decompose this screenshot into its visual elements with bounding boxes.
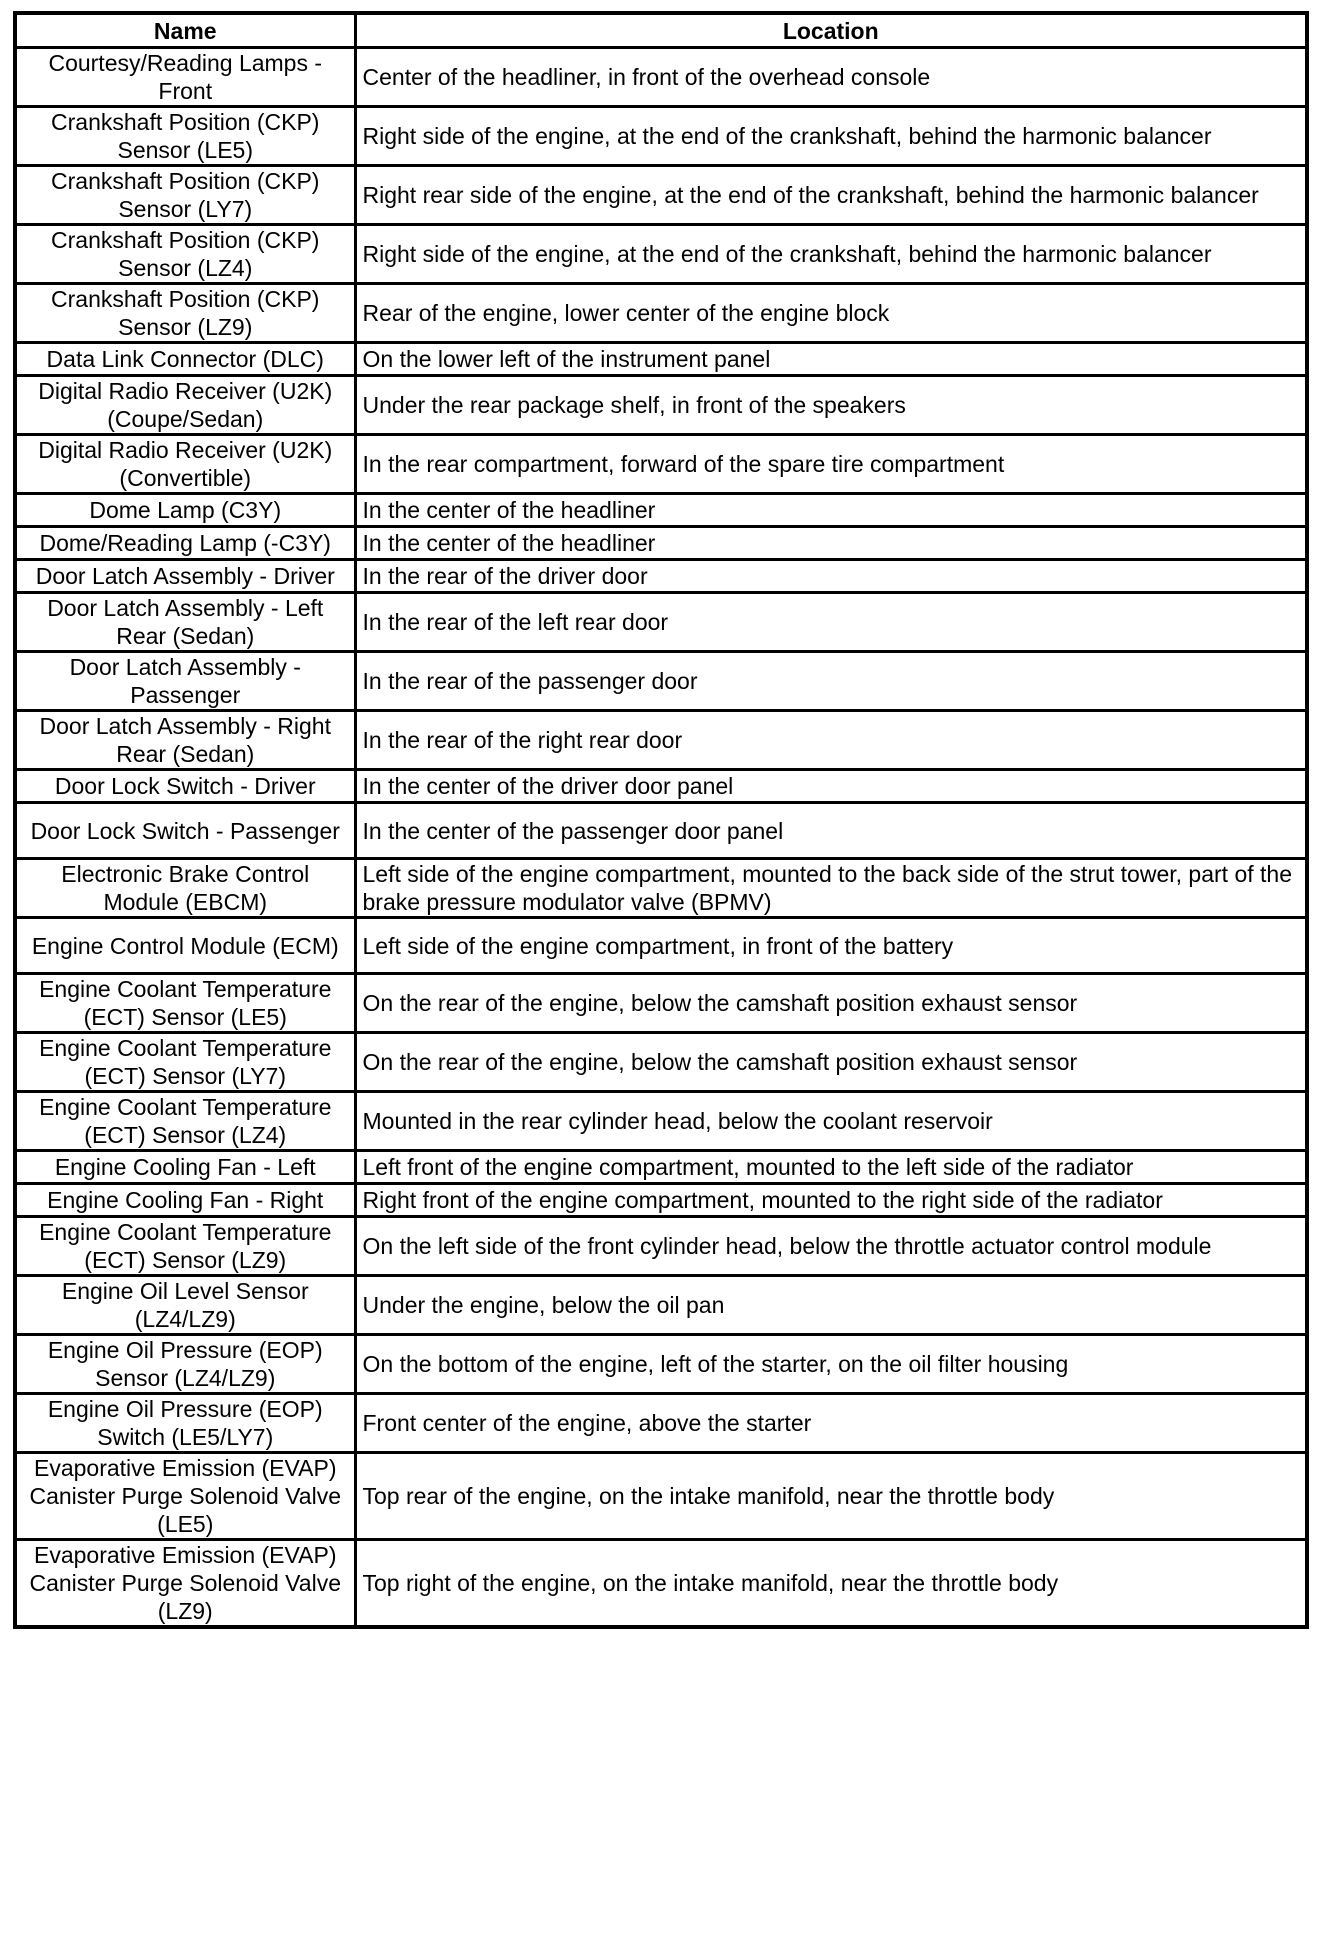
component-name-cell: Engine Oil Pressure (EOP) Switch (LE5/LY7) [15,1394,355,1453]
component-location-cell: Right rear side of the engine, at the end of the crankshaft, behind the harmonic balancer [355,166,1307,225]
component-location-cell: Left front of the engine compartment, mounted to the left side of the radiator [355,1151,1307,1184]
component-location-cell: On the rear of the engine, below the camshaft position exhaust sensor [355,974,1307,1033]
component-location-table [13,11,1309,1629]
table-row [15,225,1307,284]
component-name-cell: Engine Oil Level Sensor (LZ4/LZ9) [15,1276,355,1335]
component-location-cell: On the left side of the front cylinder head, below the throttle actuator control module [355,1217,1307,1276]
component-name-cell: Digital Radio Receiver (U2K) (Coupe/Sedan) [15,376,355,435]
header-name: Name [15,13,355,48]
component-name-cell: Engine Coolant Temperature (ECT) Sensor (LZ9) [15,1217,355,1276]
component-location-cell: Right side of the engine, at the end of the crankshaft, behind the harmonic balancer [355,225,1307,284]
table-row [15,770,1307,803]
table-row [15,107,1307,166]
table-row [15,593,1307,652]
component-location-cell: In the center of the headliner [355,527,1307,560]
table-row [15,1276,1307,1335]
component-location-cell: Under the rear package shelf, in front of the speakers [355,376,1307,435]
component-name-cell: Dome Lamp (C3Y) [15,494,355,527]
component-name-cell: Crankshaft Position (CKP) Sensor (LE5) [15,107,355,166]
table-row [15,974,1307,1033]
table-row [15,284,1307,343]
component-location-cell: Right front of the engine compartment, mounted to the right side of the radiator [355,1184,1307,1217]
component-location-cell: Left side of the engine compartment, mounted to the back side of the strut tower, part of the brake pressure modulator valve (BPMV) [355,859,1307,918]
table-row [15,1394,1307,1453]
component-name-cell: Evaporative Emission (EVAP) Canister Purge Solenoid Valve (LZ9) [15,1540,355,1628]
component-location-cell: In the center of the passenger door panel [355,803,1307,859]
component-name-cell: Engine Cooling Fan - Left [15,1151,355,1184]
table-row [15,343,1307,376]
component-location-cell: On the rear of the engine, below the camshaft position exhaust sensor [355,1033,1307,1092]
component-location-cell: Left side of the engine compartment, in front of the battery [355,918,1307,974]
header-location: Location [355,13,1307,48]
component-name-cell: Engine Coolant Temperature (ECT) Sensor (LE5) [15,974,355,1033]
component-name-cell: Door Latch Assembly - Driver [15,560,355,593]
table-row [15,1335,1307,1394]
component-location-cell: Top right of the engine, on the intake manifold, near the throttle body [355,1540,1307,1628]
component-name-cell: Electronic Brake Control Module (EBCM) [15,859,355,918]
component-name-cell: Crankshaft Position (CKP) Sensor (LY7) [15,166,355,225]
table-row [15,166,1307,225]
table-row [15,1540,1307,1628]
component-name-cell: Crankshaft Position (CKP) Sensor (LZ9) [15,284,355,343]
component-name-cell: Engine Control Module (ECM) [15,918,355,974]
component-name-cell: Door Latch Assembly - Passenger [15,652,355,711]
component-name-cell: Door Lock Switch - Driver [15,770,355,803]
component-location-cell: Mounted in the rear cylinder head, below the coolant reservoir [355,1092,1307,1151]
header-row [15,13,1307,48]
table-body [15,48,1307,1628]
component-location-cell: Right side of the engine, at the end of the crankshaft, behind the harmonic balancer [355,107,1307,166]
table-row [15,48,1307,107]
table-row [15,560,1307,593]
table-row [15,1151,1307,1184]
table-row [15,1184,1307,1217]
table-row [15,1092,1307,1151]
component-location-cell: Center of the headliner, in front of the overhead console [355,48,1307,107]
table-row [15,1453,1307,1540]
table-row [15,918,1307,974]
component-name-cell: Engine Coolant Temperature (ECT) Sensor (LY7) [15,1033,355,1092]
table-row [15,652,1307,711]
component-name-cell: Crankshaft Position (CKP) Sensor (LZ4) [15,225,355,284]
component-name-cell: Engine Coolant Temperature (ECT) Sensor (LZ4) [15,1092,355,1151]
component-name-cell: Engine Oil Pressure (EOP) Sensor (LZ4/LZ9) [15,1335,355,1394]
component-name-cell: Engine Cooling Fan - Right [15,1184,355,1217]
component-name-cell: Dome/Reading Lamp (-C3Y) [15,527,355,560]
component-location-cell: Rear of the engine, lower center of the engine block [355,284,1307,343]
component-location-cell: In the center of the headliner [355,494,1307,527]
component-name-cell: Courtesy/Reading Lamps - Front [15,48,355,107]
component-location-cell: On the lower left of the instrument panel [355,343,1307,376]
component-name-cell: Door Latch Assembly - Right Rear (Sedan) [15,711,355,770]
component-location-cell: Front center of the engine, above the starter [355,1394,1307,1453]
table-row [15,803,1307,859]
component-location-cell: In the rear of the driver door [355,560,1307,593]
component-location-cell: Under the engine, below the oil pan [355,1276,1307,1335]
table-row [15,527,1307,560]
component-location-cell: On the bottom of the engine, left of the starter, on the oil filter housing [355,1335,1307,1394]
component-name-cell: Door Lock Switch - Passenger [15,803,355,859]
component-name-cell: Data Link Connector (DLC) [15,343,355,376]
table-row [15,1033,1307,1092]
table-row [15,711,1307,770]
component-name-cell: Evaporative Emission (EVAP) Canister Purge Solenoid Valve (LE5) [15,1453,355,1540]
component-location-cell: Top rear of the engine, on the intake manifold, near the throttle body [355,1453,1307,1540]
table-row [15,376,1307,435]
table-row [15,859,1307,918]
component-location-cell: In the center of the driver door panel [355,770,1307,803]
table-row [15,494,1307,527]
component-name-cell: Door Latch Assembly - Left Rear (Sedan) [15,593,355,652]
table-row [15,1217,1307,1276]
component-name-cell: Digital Radio Receiver (U2K) (Convertible) [15,435,355,494]
component-location-cell: In the rear of the right rear door [355,711,1307,770]
component-location-cell: In the rear compartment, forward of the spare tire compartment [355,435,1307,494]
table-row [15,435,1307,494]
component-location-cell: In the rear of the passenger door [355,652,1307,711]
component-location-cell: In the rear of the left rear door [355,593,1307,652]
